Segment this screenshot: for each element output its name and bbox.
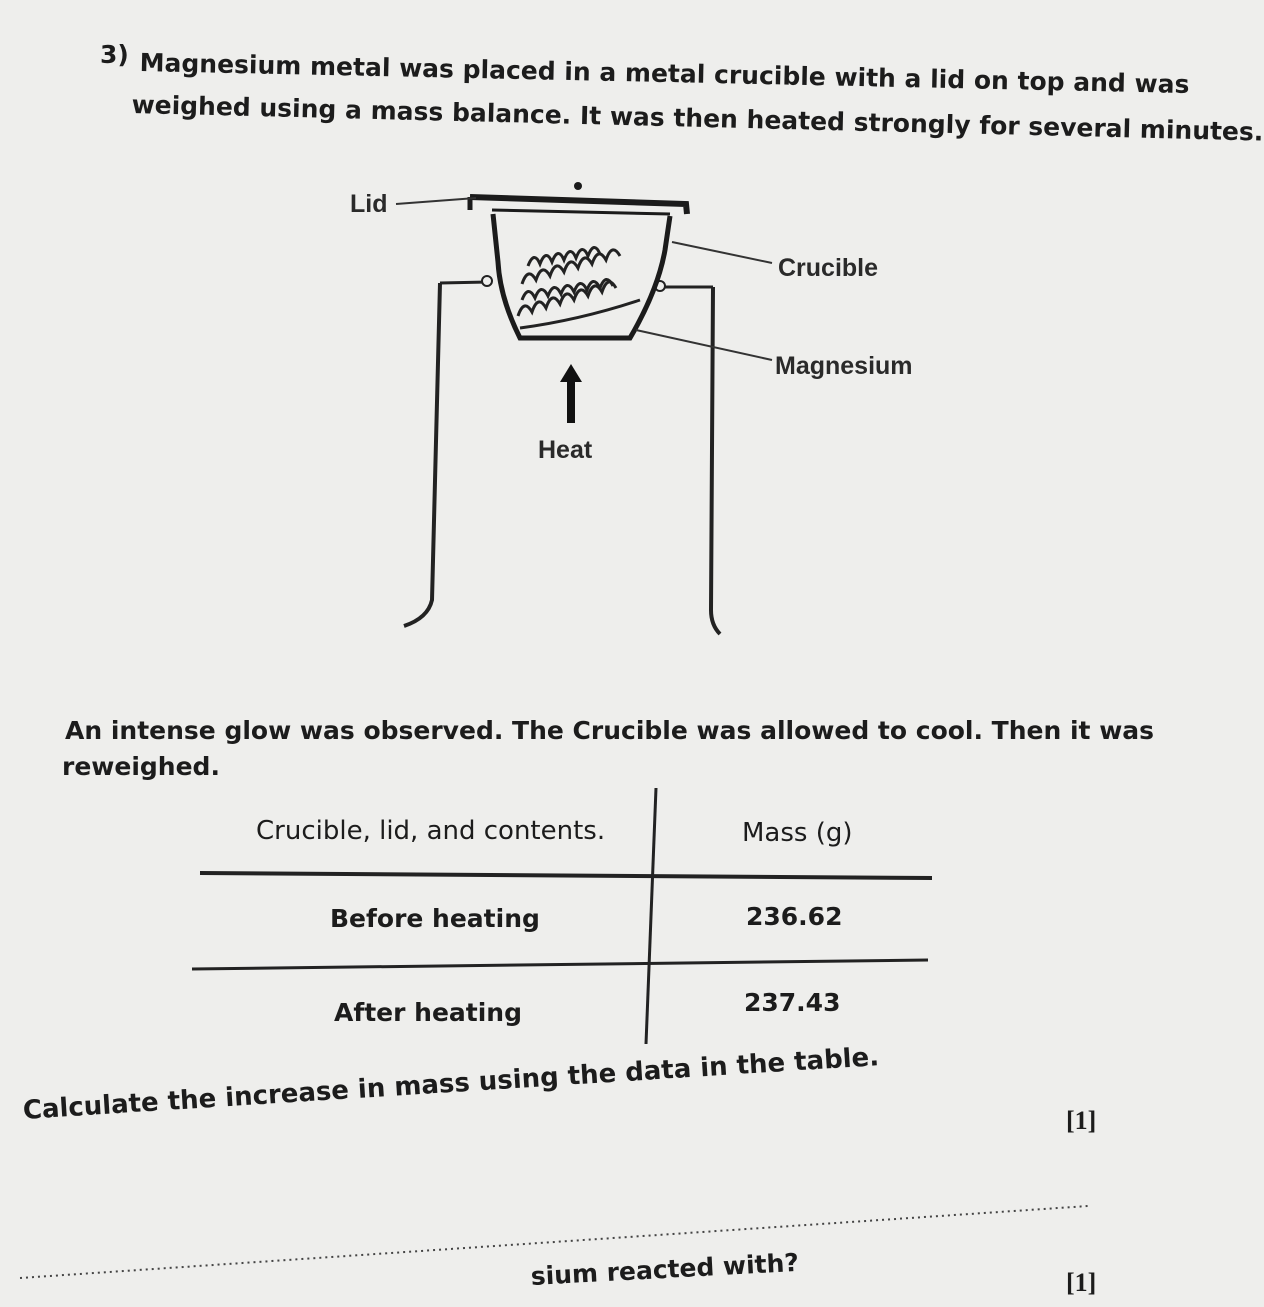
next-question-fragment: sium reacted with? [530,1247,800,1291]
question-intro-line1: Magnesium metal was placed in a metal crucible with a lid on top and was [139,48,1190,99]
observation-line2: reweighed. [62,752,220,781]
marks-badge: [1] [1066,1106,1097,1135]
heat-label: Heat [538,436,593,464]
table-row-label: After heating [334,998,523,1027]
magnesium-leader-line [636,330,772,360]
table-row-rule [192,960,928,969]
observation-line1: An intense glow was observed. The Crucible was allowed to cool. Then it was [65,716,1155,745]
table-header-contents: Crucible, lid, and contents. [256,816,606,846]
question-number: 3) [100,40,129,69]
table-row-mass: 236.62 [746,902,843,931]
magnesium-label: Magnesium [775,352,913,380]
table-header-rule [200,873,932,878]
pipeclay-left [440,282,488,283]
marks-badge: [1] [1066,1268,1097,1297]
calculation-prompt: Calculate the increase in mass using the data in the table. [22,1042,880,1126]
table-column-divider [646,788,656,1044]
table-row-mass: 237.43 [744,988,841,1017]
crucible-body [493,214,670,338]
magnesium-ribbon [518,247,640,328]
pipeclay-bead-left [482,276,492,286]
table-row-label: Before heating [330,904,540,933]
crucible-label: Crucible [778,254,879,282]
lid-label: Lid [350,190,388,218]
heat-arrow-icon [560,364,582,382]
lid-knob [574,182,582,190]
stand-left-leg [404,283,440,626]
crucible-leader-line [672,242,772,263]
table-header-mass: Mass (g) [742,818,853,848]
stand-right-leg [711,287,720,634]
question-intro-line2: weighed using a mass balance. It was then heated strongly for several minutes. [131,90,1264,147]
lid-leader-line [396,198,476,204]
